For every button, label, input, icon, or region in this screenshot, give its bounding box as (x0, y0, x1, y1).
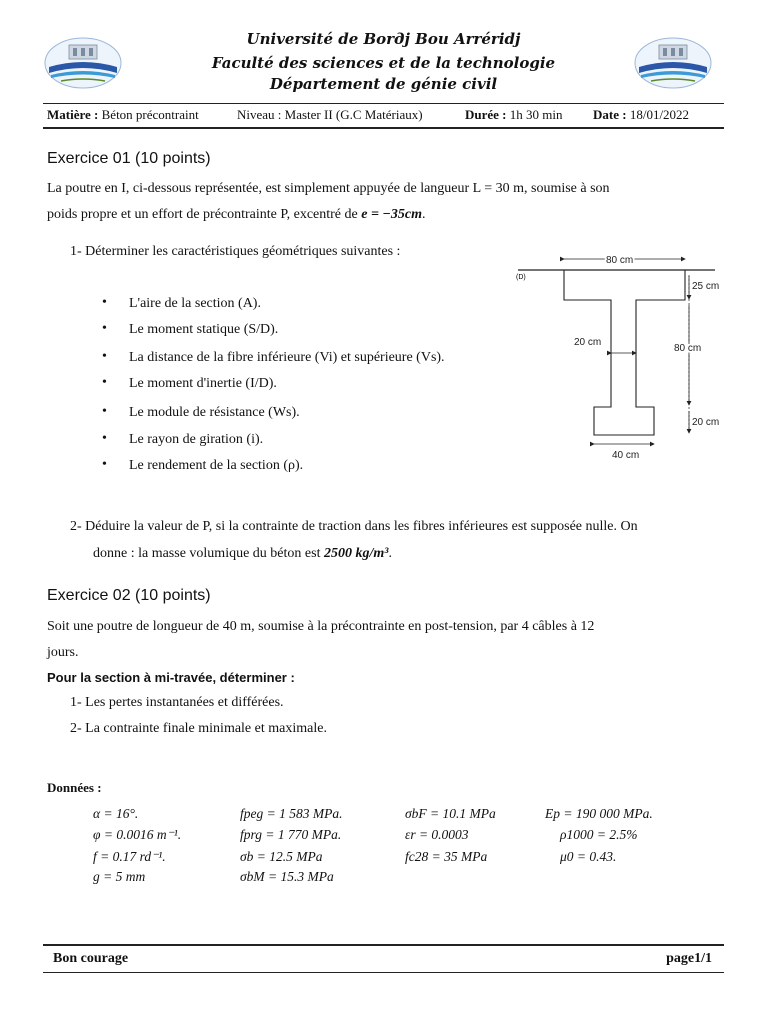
data-cell: σbF = 10.1 MPa (405, 806, 496, 821)
data-cell: ρ1000 = 2.5% (560, 827, 638, 842)
footer-left-text: Bon courage (53, 951, 129, 966)
ex1-intro-line2: poids propre et un effort de précontrainte P, excentré de e = −35cm. (47, 207, 426, 222)
dim-web-height: 80 cm (674, 343, 702, 354)
ex2-subtitle: Pour la section à mi-travée, déterminer : (47, 670, 295, 685)
data-cell: σb = 12.5 MPa (240, 849, 323, 864)
faculty-name: Faculté des sciences et de la technologie (211, 54, 556, 72)
ex2-intro-line1: Soit une poutre de longueur de 40 m, soumise à la précontrainte en post-tension, par 4 câbles à 12 (47, 619, 595, 634)
duree: Durée : 1h 30 min (465, 107, 563, 122)
exercise-1-title: Exercice 01 (10 points) (47, 150, 211, 167)
dim-bottom-height: 20 cm (692, 417, 720, 428)
ex2-item-2: 2- La contrainte finale minimale et maximale. (70, 721, 327, 736)
ex2-item-1: 1- Les pertes instantanées et différées. (70, 695, 284, 710)
department-name: Département de génie civil (269, 75, 498, 93)
data-cell: Ep = 190 000 MPa. (545, 806, 653, 821)
data-cell: φ = 0.0016 m⁻¹. (93, 827, 182, 842)
matiere: Matière : Béton précontraint (47, 107, 199, 122)
dim-bottom-width: 40 cm (612, 450, 640, 461)
ex2-intro-line2: jours. (47, 645, 79, 660)
data-cell: f = 0.17 rd⁻¹. (93, 849, 166, 864)
i-beam-outline (564, 270, 685, 435)
page-footer (43, 944, 724, 973)
dim-web-width: 20 cm (574, 337, 602, 348)
data-cell: g = 5 mm (93, 869, 146, 884)
data-cell: fprg = 1 770 MPa. (240, 827, 342, 842)
data-cell: α = 16°. (93, 806, 139, 821)
ex1-question-1: 1- Déterminer les caractéristiques géométriques suivantes : (70, 244, 401, 259)
course-info-bar (43, 103, 724, 129)
i-beam-section-figure (510, 245, 740, 465)
ref-axis-label: (D) (516, 274, 526, 281)
date: Date : 18/01/2022 (593, 107, 690, 122)
data-cell: σbM = 15.3 MPa (240, 869, 334, 884)
dim-flange-height: 25 cm (692, 281, 720, 292)
data-cell: εr = 0.0003 (405, 827, 469, 842)
data-cell: fpeg = 1 583 MPa. (240, 806, 343, 821)
ex1-question-2-line2: donne : la masse volumique du béton est 2500 kg/m³. (93, 546, 392, 561)
data-cell: fc28 = 35 MPa (405, 849, 488, 864)
university-name: Université de Borдj Bou Arréridj (246, 30, 521, 48)
donnees-label: Données : (47, 780, 102, 795)
ex1-question-2-line1: 2- Déduire la valeur de P, si la contrainte de traction dans les fibres inférieures est supposée nulle. On (70, 519, 638, 534)
exercise-2-title: Exercice 02 (10 points) (47, 587, 211, 604)
page-number: page1/1 (666, 951, 712, 966)
niveau: Niveau : Master II (G.C Matériaux) (237, 107, 423, 122)
data-cell: μ0 = 0.43. (560, 849, 617, 864)
ex1-intro-line1: La poutre en I, ci-dessous représentée, est simplement appuyée de langueur L = 30 m, soumise à son (47, 181, 610, 196)
dim-top-width: 80 cm (606, 255, 634, 266)
